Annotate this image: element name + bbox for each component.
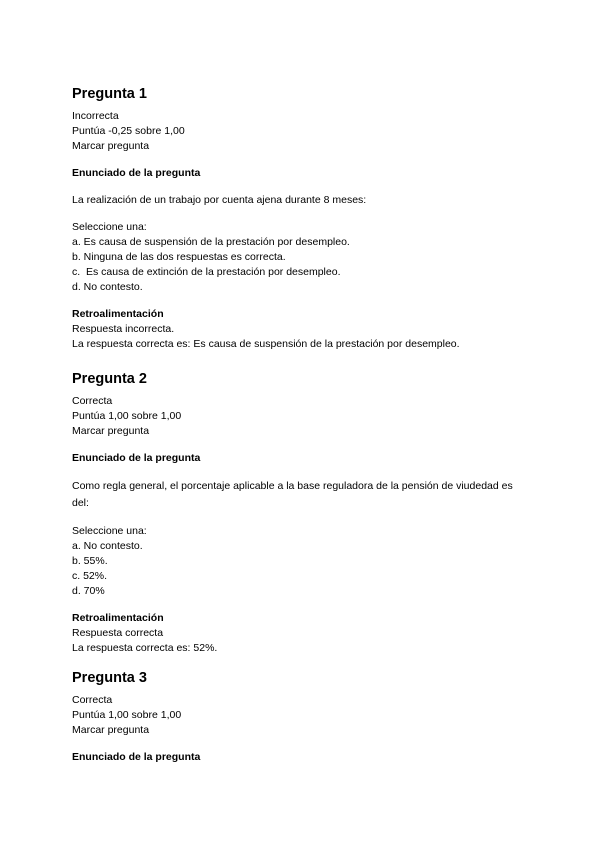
question-score: Puntúa -0,25 sobre 1,00: [72, 125, 185, 137]
answer-option[interactable]: a. Es causa de suspensión de la prestación por desempleo.: [72, 236, 350, 248]
select-prompt: Seleccione una:: [72, 525, 147, 537]
question-3: [72, 670, 532, 765]
answer-option[interactable]: c. 52%.: [72, 570, 108, 582]
statement-heading: Enunciado de la pregunta: [72, 167, 201, 179]
question-statement: La realización de un trabajo por cuenta ajena durante 8 meses:: [72, 194, 367, 206]
statement-heading: Enunciado de la pregunta: [72, 452, 201, 464]
answer-option[interactable]: c. Es causa de extinción de la prestación por desempleo.: [72, 266, 341, 278]
question-statement: Como regla general, el porcentaje aplicable a la base reguladora de la pensión de viudedad es del:: [72, 480, 516, 509]
feedback-answer: La respuesta correcta es: Es causa de suspensión de la prestación por desempleo.: [72, 338, 460, 350]
answer-option[interactable]: d. No contesto.: [72, 281, 143, 293]
question-title: Pregunta 2: [72, 371, 147, 387]
statement-heading: Enunciado de la pregunta: [72, 751, 201, 763]
answer-option[interactable]: b. Ninguna de las dos respuestas es correcta.: [72, 251, 286, 263]
question-status: Correcta: [72, 694, 113, 706]
feedback-heading: Retroalimentación: [72, 612, 164, 624]
flag-question-link[interactable]: Marcar pregunta: [72, 425, 150, 437]
feedback-result: Respuesta correcta: [72, 627, 164, 639]
answer-option[interactable]: d. 70%: [72, 585, 105, 597]
question-title: Pregunta 3: [72, 670, 147, 686]
flag-question-link[interactable]: Marcar pregunta: [72, 140, 150, 152]
select-prompt: Seleccione una:: [72, 221, 147, 233]
flag-question-link[interactable]: Marcar pregunta: [72, 724, 150, 736]
question-2: [72, 371, 532, 656]
question-status: Correcta: [72, 395, 113, 407]
feedback-result: Respuesta incorrecta.: [72, 323, 175, 335]
feedback-answer: La respuesta correcta es: 52%.: [72, 642, 218, 654]
question-1: [72, 86, 532, 352]
question-status: Incorrecta: [72, 110, 119, 122]
answer-option[interactable]: b. 55%.: [72, 555, 108, 567]
feedback-heading: Retroalimentación: [72, 308, 164, 320]
question-score: Puntúa 1,00 sobre 1,00: [72, 709, 182, 721]
answer-option[interactable]: a. No contesto.: [72, 540, 143, 552]
question-score: Puntúa 1,00 sobre 1,00: [72, 410, 182, 422]
question-title: Pregunta 1: [72, 86, 147, 102]
